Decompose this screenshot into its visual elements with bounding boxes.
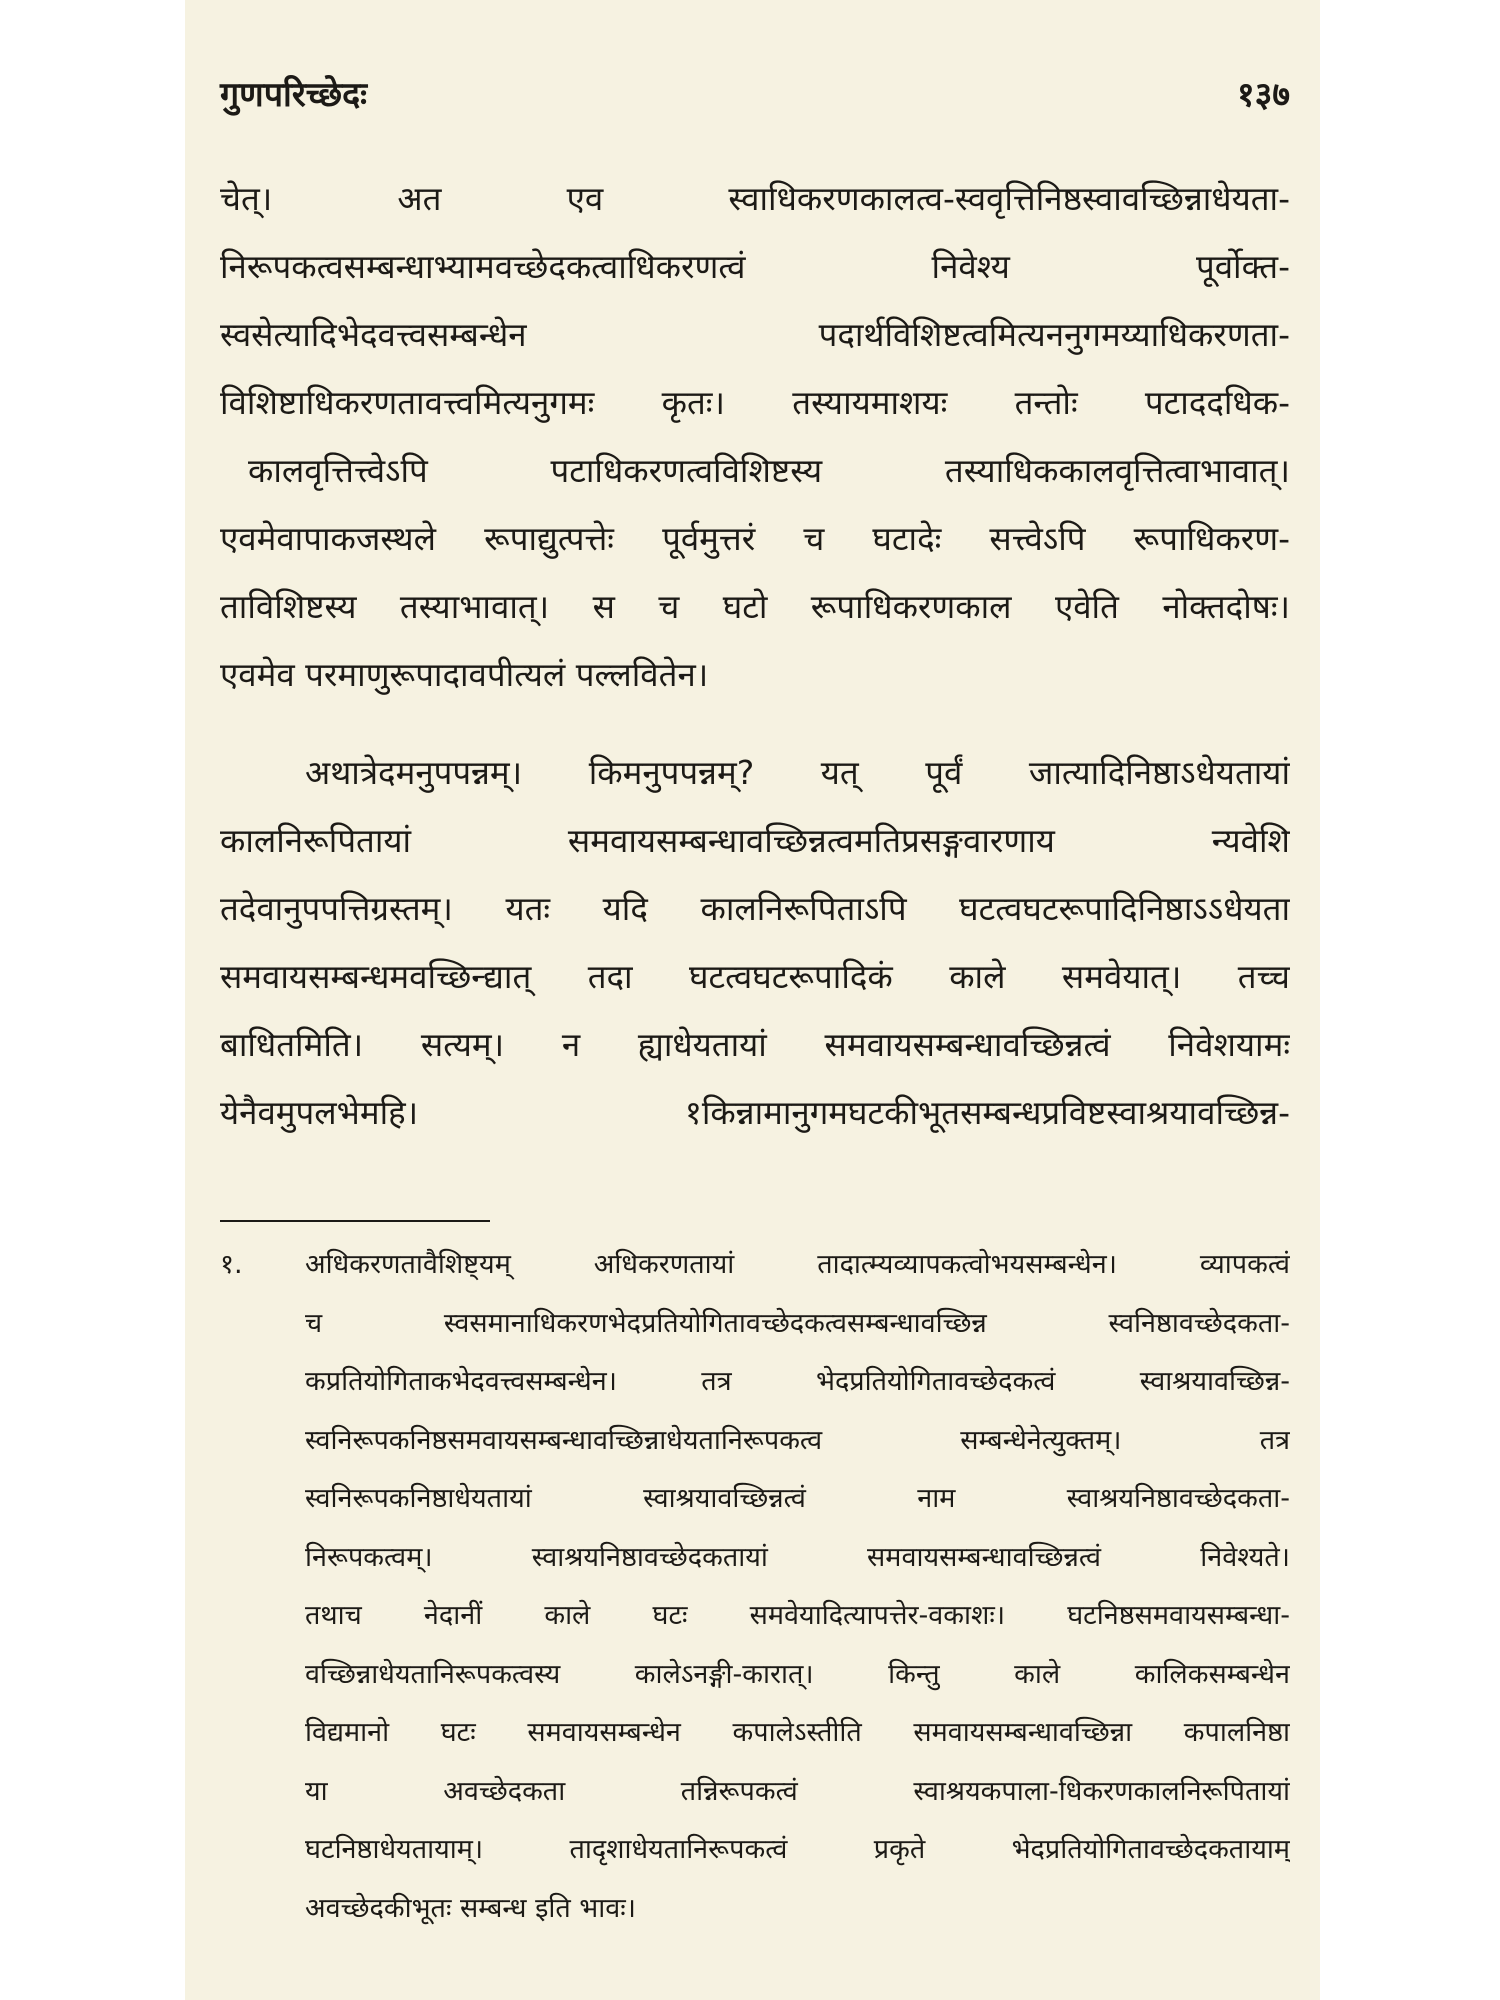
text-line: निरूपकत्वसम्बन्धाभ्यामवच्छेदकत्वाधिकरणत्वं निवेश्य पूर्वोक्त- <box>220 247 1290 286</box>
footnote-line: वच्छिन्नाधेयतानिरूपकत्वस्य कालेऽनङ्गी-कारात्। किन्तु काले कालिकसम्बन्धेन <box>305 1658 1290 1690</box>
footnote-line: च स्वसमानाधिकरणभेदप्रतियोगितावच्छेदकत्वसम्बन्धावच्छिन्न स्वनिष्ठावच्छेदकता- <box>305 1307 1290 1339</box>
page-number: १३७ <box>1236 75 1290 115</box>
footnote-line: विद्यमानो घटः समवायसम्बन्धेन कपालेऽस्तीति समवायसम्बन्धावच्छिन्ना कपालनिष्ठा <box>305 1717 1290 1748</box>
paragraph-1 <box>220 165 1290 709</box>
text-line: कालवृत्तित्त्वेऽपि पटाधिकरणत्वविशिष्टस्य तस्याधिककालवृत्तित्वाभावात्। <box>248 451 1290 490</box>
text-line: अथात्रेदमनुपपन्नम्। किमनुपपन्नम्? यत् पूर्वं जात्यादिनिष्ठाऽधेयतायां <box>305 753 1290 792</box>
footnote <box>220 1236 1290 1938</box>
footnote-line: स्वनिरूपकनिष्ठाधेयतायां स्वाश्रयावच्छिन्नत्वं नाम स्वाश्रयनिष्ठावच्छेदकता- <box>305 1483 1290 1514</box>
paragraph-gap <box>220 709 1290 739</box>
main-text <box>220 165 1290 1147</box>
footnote-line: या अवच्छेदकता तन्निरूपकत्वं स्वाश्रयकपाला-धिकरणकालनिरूपितायां <box>305 1775 1290 1807</box>
text-line: एवमेवापाकजस्थले रूपाद्युत्पत्तेः पूर्वमुत्तरं च घटादेः सत्त्वेऽपि रूपाधिकरण- <box>220 519 1290 558</box>
text-line: ताविशिष्टस्य तस्याभावात्। स च घटो रूपाधिकरणकाल एवेति नोक्तदोषः। <box>220 587 1290 626</box>
footnote-separator <box>220 1220 490 1222</box>
paragraph-2 <box>220 739 1290 1147</box>
text-line: समवायसम्बन्धमवच्छिन्द्यात् तदा घटत्वघटरूपादिकं काले समवेयात्। तच्च <box>220 957 1290 996</box>
text-line: स्वसेत्यादिभेदवत्त्वसम्बन्धेन पदार्थविशिष्टत्वमित्यननुगमय्याधिकरणता- <box>220 315 1290 354</box>
text-line: येनैवमुपलभेमहि। १किन्नामानुगमघटकीभूतसम्बन्धप्रविष्टस्वाश्रयावच्छिन्न- <box>220 1093 1290 1132</box>
text-line: एवमेव परमाणुरूपादावपीत्यलं पल्लवितेन। <box>220 655 709 694</box>
text-line: तदेवानुपपत्तिग्रस्तम्। यतः यदि कालनिरूपिताऽपि घटत्वघटरूपादिनिष्ठाऽऽधेयता <box>220 889 1290 928</box>
footnote-line: अवच्छेदकीभूतः सम्बन्ध इति भावः। <box>305 1892 636 1924</box>
text-line: बाधितमिति। सत्यम्। न ह्याधेयतायां समवायसम्बन्धावच्छिन्नत्वं निवेशयामः <box>220 1025 1290 1064</box>
text-line: विशिष्टाधिकरणतावत्त्वमित्यनुगमः कृतः। तस्यायमाशयः तन्तोः पटाददधिक- <box>220 383 1290 422</box>
text-line: चेत्। अत एव स्वाधिकरणकालत्व-स्ववृत्तिनिष्ठस्वावच्छिन्नाधेयता- <box>220 179 1290 218</box>
footnote-marker: १. <box>220 1249 243 1280</box>
footnote-line: तथाच नेदानीं काले घटः समवेयादित्यापत्तेर-वकाशः। घटनिष्ठसमवायसम्बन्धा- <box>305 1600 1290 1631</box>
footnote-line: स्वनिरूपकनिष्ठसमवायसम्बन्धावच्छिन्नाधेयतानिरूपकत्व सम्बन्धेनेत्युक्तम्। तत्र <box>305 1424 1290 1456</box>
footnote-text: अधिकरणतावैशिष्ट्यम् अधिकरणतायां तादात्म्यव्यापकत्वोभयसम्बन्धेन। व्यापकत्वं <box>305 1249 1290 1280</box>
footnote-line: घटनिष्ठाधेयतायाम्। तादृशाधेयतानिरूपकत्वं प्रकृते भेदप्रतियोगितावच्छेदकतायाम् <box>305 1834 1290 1865</box>
footnote-line: कप्रतियोगिताकभेदवत्त्वसम्बन्धेन। तत्र भेदप्रतियोगितावच्छेदकत्वं स्वाश्रयावच्छिन्न- <box>305 1366 1290 1397</box>
page-header <box>220 70 1290 120</box>
footnote-line: निरूपकत्वम्। स्वाश्रयनिष्ठावच्छेदकतायां समवायसम्बन्धावच्छिन्नत्वं निवेश्यते। <box>305 1541 1290 1573</box>
book-page <box>185 0 1320 2000</box>
footnote-line <box>220 1236 1290 1295</box>
text-line: कालनिरूपितायां समवायसम्बन्धावच्छिन्नत्वमतिप्रसङ्गवारणाय न्यवेशि <box>220 821 1290 860</box>
running-head: गुणपरिच्छेदः <box>220 75 368 115</box>
